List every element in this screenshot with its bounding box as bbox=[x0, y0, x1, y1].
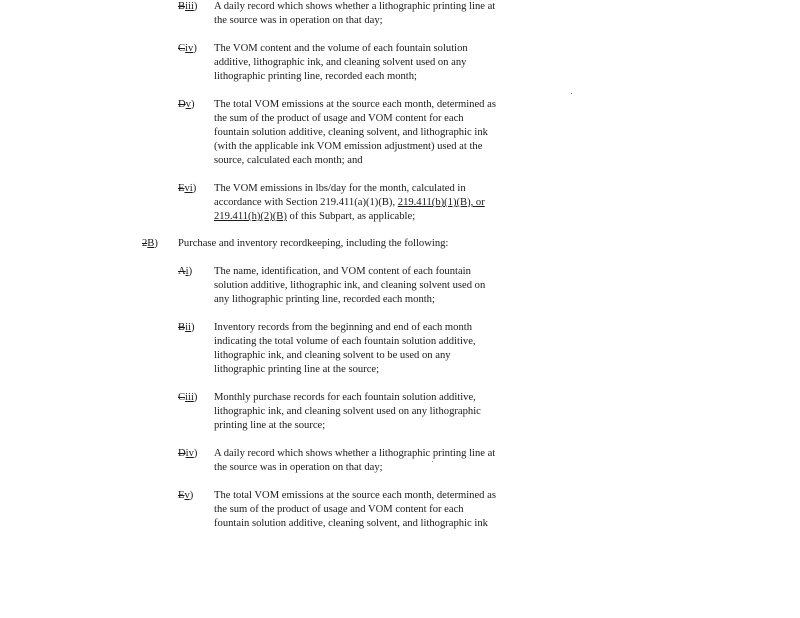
item-text bbox=[214, 321, 476, 377]
item-text bbox=[214, 489, 496, 531]
text-line: fountain solution additive, cleaning solvent, and lithographic ink bbox=[214, 127, 488, 138]
item-text bbox=[214, 42, 468, 84]
text-line: 219.411(h)(2)(B) of this Subpart, as applicable; bbox=[214, 211, 416, 222]
text-line: The VOM emissions in lbs/day for the month, calculated in bbox=[214, 183, 466, 194]
item-label: Ai) bbox=[178, 266, 193, 277]
item-label: Bii) bbox=[178, 322, 195, 333]
text-line: lithographic ink, and cleaning solvent to be used on any bbox=[214, 350, 451, 361]
item-label: Evi) bbox=[178, 183, 197, 194]
item-label: Civ) bbox=[178, 43, 197, 54]
item-label: Ev) bbox=[178, 490, 194, 501]
text-line: Purchase and inventory recordkeeping, including the following: bbox=[178, 238, 449, 249]
scan-speck bbox=[571, 93, 572, 94]
item-text bbox=[214, 98, 496, 168]
item-text bbox=[214, 182, 485, 224]
item-label: Div) bbox=[178, 448, 198, 459]
item-text bbox=[214, 0, 495, 28]
text-line: The name, identification, and VOM content of each fountain bbox=[214, 266, 471, 277]
item-label: Biii) bbox=[178, 1, 198, 12]
text-line: solution additive, lithographic ink, and cleaning solvent used on bbox=[214, 280, 486, 291]
text-line: fountain solution additive, cleaning solvent, and lithographic ink bbox=[214, 518, 488, 529]
item-text bbox=[214, 265, 485, 307]
text-line: lithographic printing line, recorded each month; bbox=[214, 71, 417, 82]
text-line: the sum of the product of usage and VOM content for each bbox=[214, 504, 464, 515]
citation-link: 219.411(b)(1)(B), or bbox=[397, 197, 485, 208]
text-line: any lithographic printing line, recorded each month; bbox=[214, 294, 435, 305]
text-line: (with the applicable ink VOM emission adjustment) used at the bbox=[214, 141, 483, 152]
section-label: 2B) bbox=[142, 238, 158, 249]
text-line: the sum of the product of usage and VOM content for each bbox=[214, 113, 464, 124]
text-line: Monthly purchase records for each fountain solution additive, bbox=[214, 392, 476, 403]
text-line: A daily record which shows whether a lithographic printing line at bbox=[214, 1, 496, 12]
item-label: Dv) bbox=[178, 99, 195, 110]
item-text bbox=[214, 447, 495, 475]
text-line: printing line at the source; bbox=[214, 420, 326, 431]
text-line: The VOM content and the volume of each fountain solution bbox=[214, 43, 468, 54]
text-line: the source was in operation on that day; bbox=[214, 15, 383, 26]
item-label: Ciii) bbox=[178, 392, 198, 403]
text-line: source, calculated each month; and bbox=[214, 155, 363, 166]
citation-link: 219.411(h)(2)(B) bbox=[214, 211, 287, 222]
text-line: lithographic printing line at the source; bbox=[214, 364, 380, 375]
text-line: indicating the total volume of each fountain solution additive, bbox=[214, 336, 476, 347]
text-line: The total VOM emissions at the source each month, determined as bbox=[214, 99, 496, 110]
text-line: lithographic ink, and cleaning solvent used on any lithographic bbox=[214, 406, 481, 417]
text-line: the source was in operation on that day; bbox=[214, 462, 383, 473]
section-heading bbox=[178, 237, 448, 251]
text-line: The total VOM emissions at the source each month, determined as bbox=[214, 490, 496, 501]
text-line: A daily record which shows whether a lithographic printing line at bbox=[214, 448, 496, 459]
text-line: additive, lithographic ink, and cleaning solvent used on any bbox=[214, 57, 467, 68]
scan-speck bbox=[432, 461, 433, 462]
item-text bbox=[214, 391, 481, 433]
text-line: Inventory records from the beginning and end of each month bbox=[214, 322, 472, 333]
text-line: accordance with Section 219.411(a)(1)(B), 219.411(b)(1)(B), or bbox=[214, 197, 485, 208]
